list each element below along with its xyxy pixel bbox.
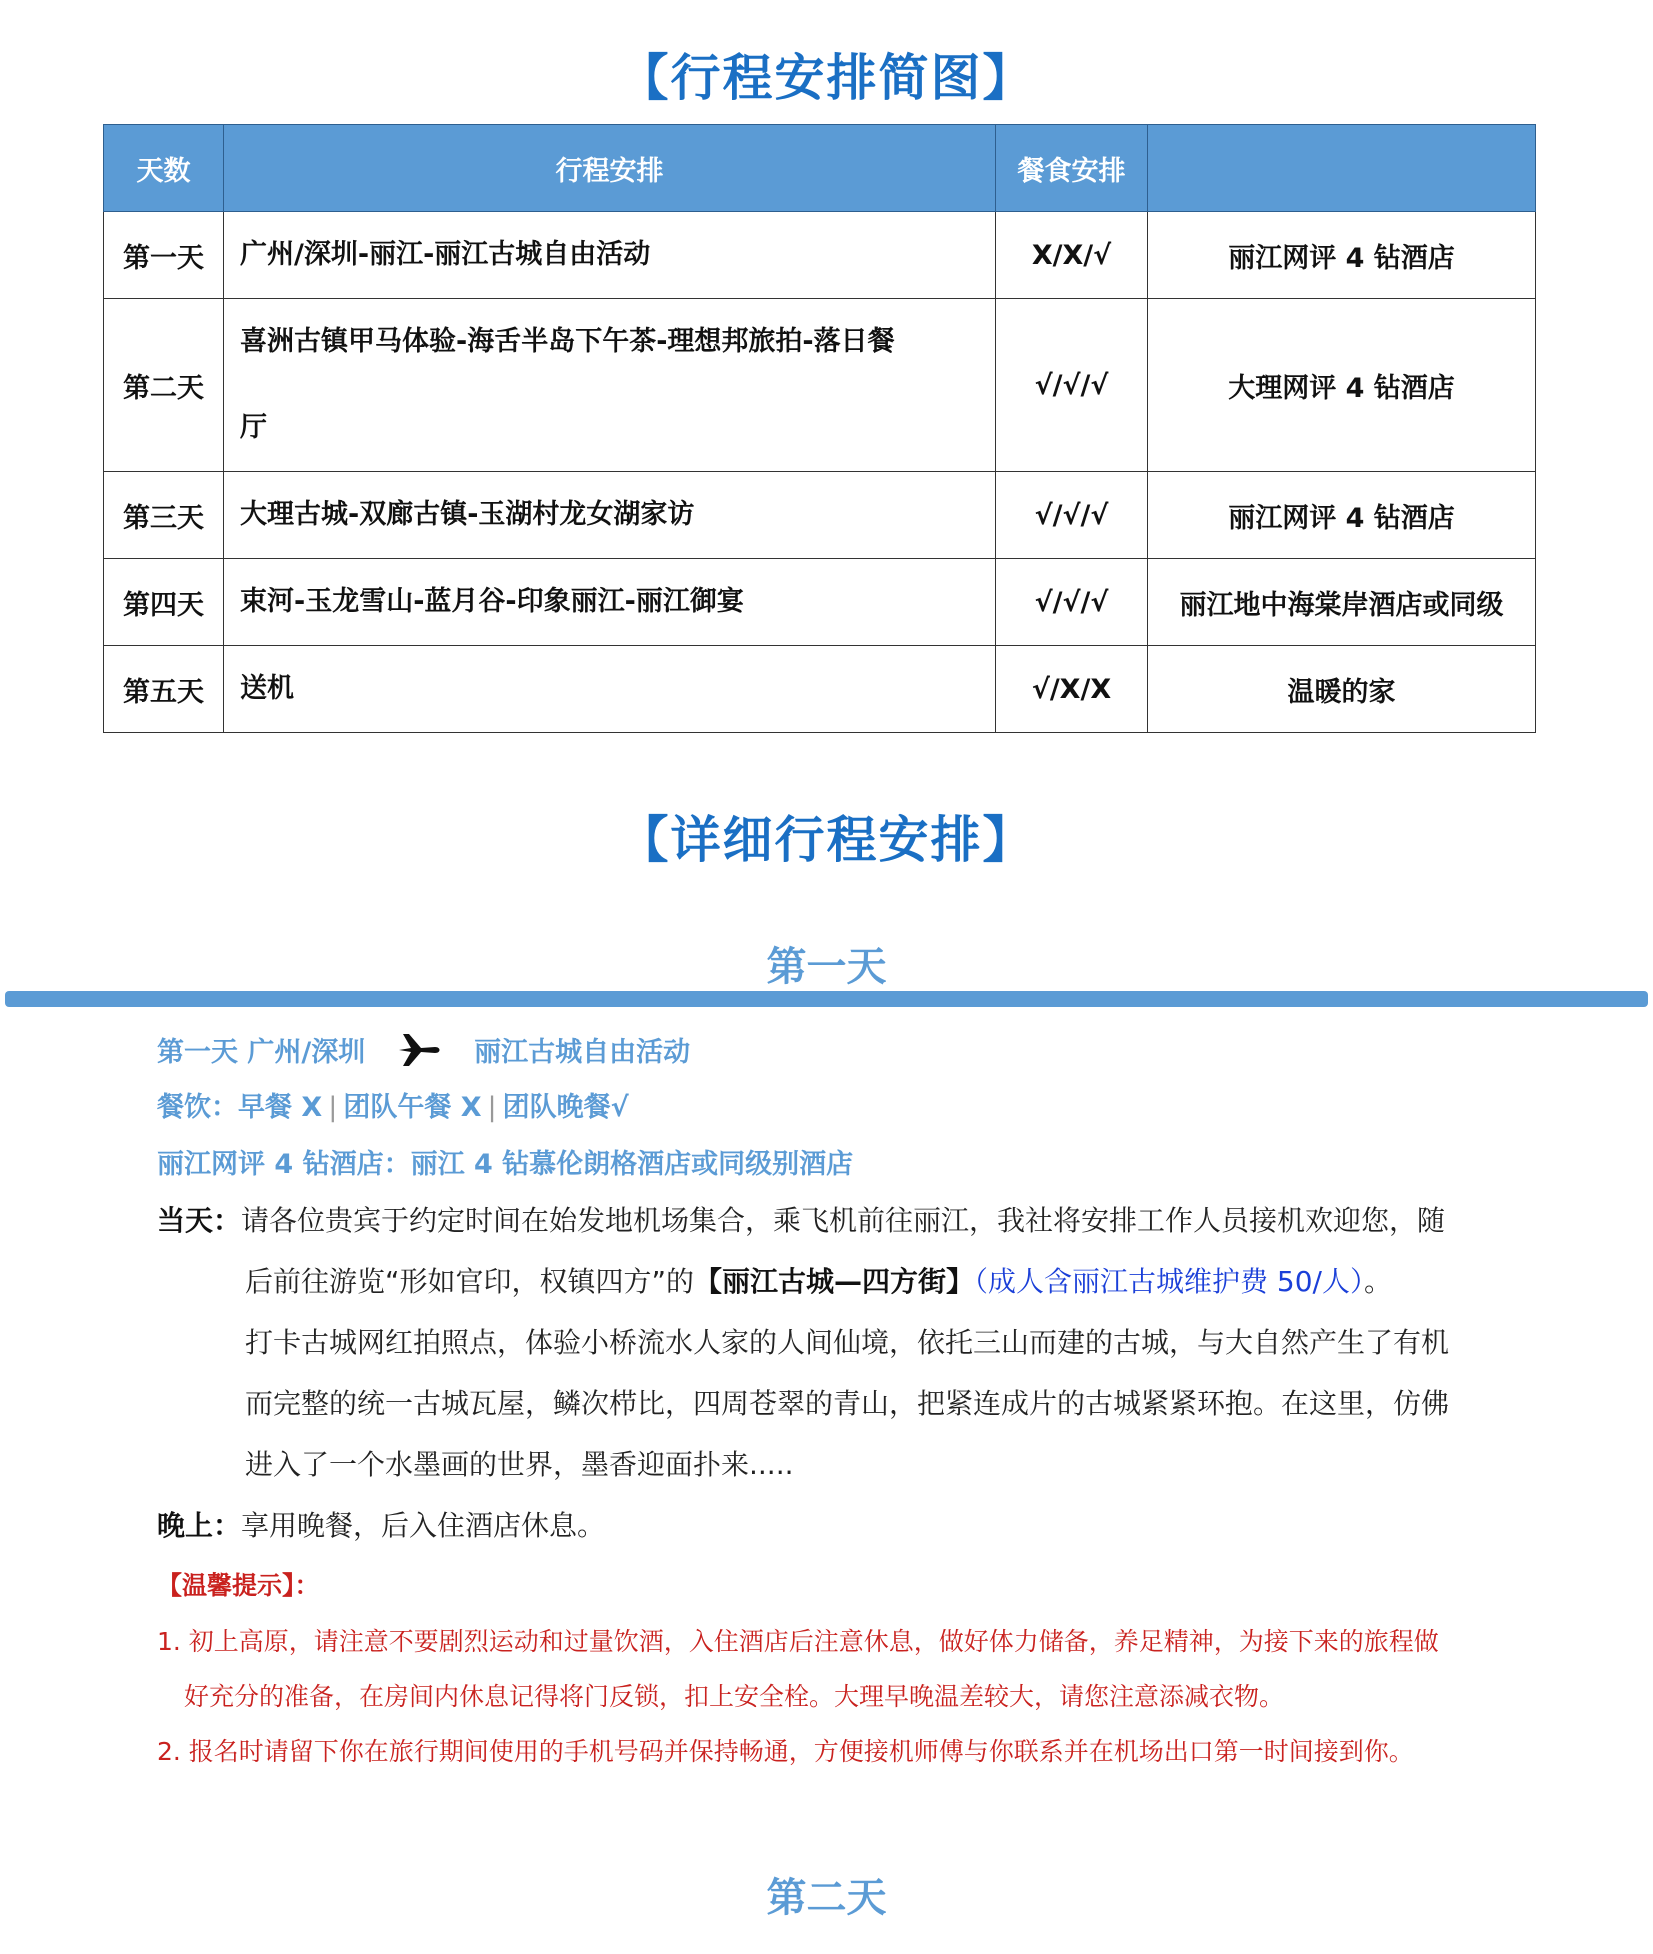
cell-route-line2: 厅: [240, 412, 267, 443]
header-route: 行程安排: [224, 125, 996, 212]
cell-day: 第五天: [104, 646, 224, 733]
cell-route: 送机: [224, 646, 996, 733]
tip1-line1: 1. 初上高原，请注意不要剧烈运动和过量饮酒，入住酒店后注意休息，做好体力储备，养足精神，为接下来的旅程做: [157, 1627, 1439, 1656]
cell-route: [224, 299, 996, 472]
meal-lunch: 团队午餐 X: [343, 1092, 482, 1123]
detailed-title: 【详细行程安排】: [618, 811, 1035, 869]
today-line3: 打卡古城网红拍照点，体验小桥流水人家的人间仙境，依托三山而建的古城，与大自然产生了有机: [245, 1326, 1450, 1359]
cell-day: 第一天: [104, 212, 224, 299]
evening-line: [157, 1504, 605, 1544]
today-line4: 而完整的统一古城瓦屋，鳞次栉比，四周苍翠的青山，把紧连成片的古城紧紧环抱。在这里，仿佛: [245, 1387, 1450, 1420]
table-header-row: [104, 125, 1536, 212]
today-line5: 进入了一个水墨画的世界，墨香迎面扑来.....: [245, 1448, 794, 1481]
cell-hotel: 大理网评 4 钻酒店: [1148, 299, 1536, 472]
cell-hotel: 丽江网评 4 钻酒店: [1148, 472, 1536, 559]
day1-meals: [157, 1085, 629, 1124]
table-row: [104, 472, 1536, 559]
meal-separator: |: [328, 1092, 338, 1123]
overview-title: 【行程安排简图】: [618, 49, 1035, 107]
itinerary-table: [103, 124, 1536, 733]
tip1-line2: 好充分的准备，在房间内休息记得将门反锁，扣上安全栓。大理早晚温差较大，请您注意添减衣物。: [184, 1682, 1285, 1711]
table-row: [104, 212, 1536, 299]
cell-meals: √/X/X: [996, 646, 1148, 733]
table-row: [104, 559, 1536, 646]
cell-route: 束河-玉龙雪山-蓝月谷-印象丽江-丽江御宴: [224, 559, 996, 646]
maintenance-fee-note: （成人含丽江古城维护费 50/人）: [974, 1265, 1364, 1298]
old-town-highlight: 【丽江古城—四方街】: [694, 1265, 975, 1298]
cell-route-line1: 喜洲古镇甲马体验-海舌半岛下午茶-理想邦旅拍-落日餐: [240, 326, 895, 357]
day1-route-prefix: 第一天 广州/深圳: [157, 1037, 366, 1068]
cell-route: 大理古城-双廊古镇-玉湖村龙女湖家访: [224, 472, 996, 559]
cell-day: 第三天: [104, 472, 224, 559]
today-label: 当天：: [157, 1204, 242, 1237]
cell-route: 广州/深圳-丽江-丽江古城自由活动: [224, 212, 996, 299]
meal-separator: |: [487, 1092, 497, 1123]
section-divider: [5, 991, 1648, 1007]
cell-day: 第四天: [104, 559, 224, 646]
meal-dinner: 团队晚餐√: [502, 1092, 629, 1123]
day1-hotel: 丽江网评 4 钻酒店：丽江 4 钻慕伦朗格酒店或同级别酒店: [157, 1149, 854, 1180]
today-text-line2: 后前往游览“形如官印，权镇四方”的: [245, 1265, 695, 1298]
evening-label: 晚上：: [157, 1509, 242, 1542]
table-row: [104, 299, 1536, 472]
cell-meals: √/√/√: [996, 299, 1148, 472]
meal-breakfast: 早餐 X: [238, 1092, 323, 1123]
cell-meals: √/√/√: [996, 472, 1148, 559]
tip2: 2. 报名时请留下你在旅行期间使用的手机号码并保持畅通，方便接机师傅与你联系并在机场出口第一时间接到你。: [157, 1737, 1414, 1766]
header-day: 天数: [104, 125, 224, 212]
cell-meals: X/X/√: [996, 212, 1148, 299]
day1-route-suffix: 丽江古城自由活动: [474, 1037, 691, 1068]
table-row: [104, 646, 1536, 733]
cell-meals: √/√/√: [996, 559, 1148, 646]
day2-heading: 第二天: [766, 1875, 887, 1921]
today-text-line1: 请各位贵宾于约定时间在始发地机场集合，乘飞机前往丽江，我社将安排工作人员接机欢迎您，随: [241, 1204, 1446, 1237]
cell-hotel: 丽江网评 4 钻酒店: [1148, 212, 1536, 299]
tips-title: 【温馨提示】：: [157, 1571, 320, 1600]
cell-day: 第二天: [104, 299, 224, 472]
header-meals: 餐食安排: [996, 125, 1148, 212]
today-line1: [157, 1199, 1445, 1239]
cell-hotel: 温暖的家: [1148, 646, 1536, 733]
period: 。: [1364, 1265, 1393, 1298]
day1-heading: 第一天: [766, 944, 887, 990]
header-hotel: [1148, 125, 1536, 212]
day1-route: [157, 1030, 690, 1075]
airplane-icon: [397, 1032, 443, 1075]
cell-hotel: 丽江地中海棠岸酒店或同级: [1148, 559, 1536, 646]
today-line2: [245, 1260, 1392, 1300]
meals-label: 餐饮：: [157, 1092, 238, 1123]
evening-text: 享用晚餐，后入住酒店休息。: [241, 1509, 606, 1542]
